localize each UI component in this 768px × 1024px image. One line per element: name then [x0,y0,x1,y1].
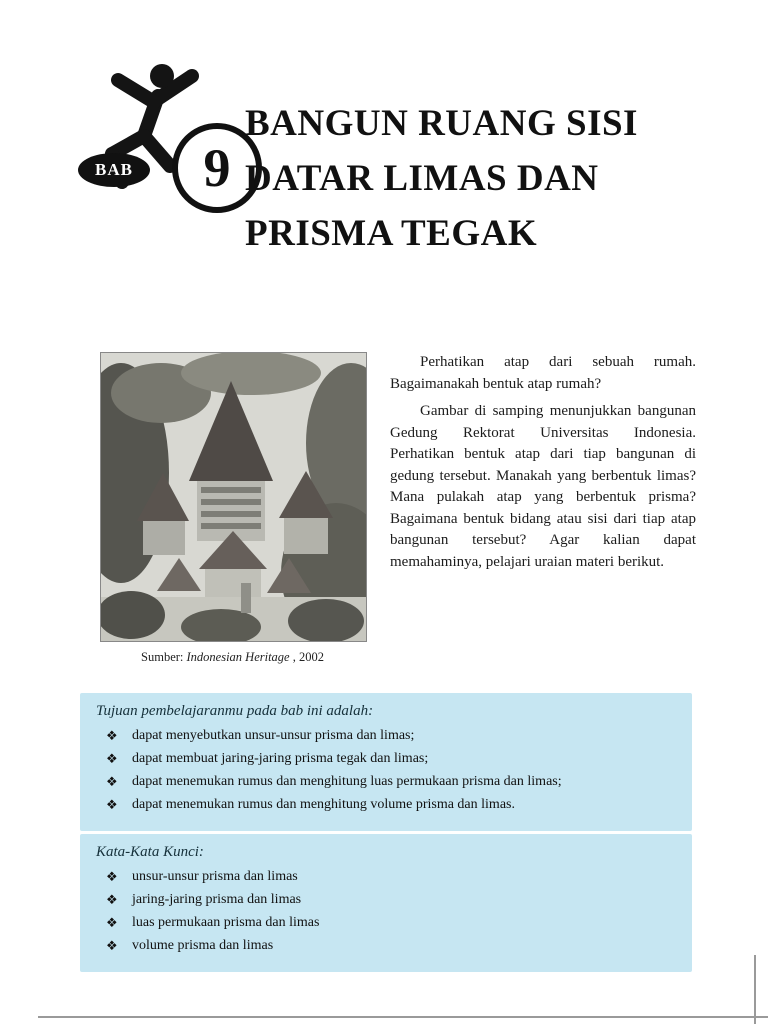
photo-caption [100,650,365,665]
page-edge-mark-horizontal [38,1016,768,1018]
caption-prefix: Sumber: [141,650,187,664]
list-item [106,750,676,767]
objective-item-text: dapat membuat jaring-jaring prisma tegak dan limas; [132,751,429,766]
chapter-badge [70,58,255,213]
intro-paragraph-2: Gambar di samping menunjukkan bangunan Gedung Rektorat Universitas Indonesia. Perhatikan bentuk atap dari tiap bangunan di gedung tersebut. Manakah yang berbentuk limas? Mana pulakah atap yang berbentuk prisma? Bagaimana bentuk bidang atau sisi dari tiap atap bangunan tersebut? Agar kalian dapat memahaminya, pelajari uraian materi berikut. [390,403,696,570]
intro-text [390,352,696,579]
list-item [106,937,676,954]
building-photo [100,352,367,642]
learning-objectives-box [80,693,692,831]
list-item [106,796,676,813]
intro-paragraph-1: Perhatikan atap dari sebuah rumah. Bagaimanakah bentuk atap rumah? [390,354,696,392]
page-edge-mark-vertical [754,955,756,1024]
objective-item-text: dapat menyebutkan unsur-unsur prisma dan limas; [132,728,415,743]
keyword-item-text: unsur-unsur prisma dan limas [132,869,298,884]
keywords-box [80,834,692,972]
diamond-bullet-icon: ❖ [106,751,118,766]
caption-suffix: , 2002 [289,650,324,664]
caption-source: Indonesian Heritage [186,650,290,664]
objective-item-text: dapat menemukan rumus dan menghitung luas permukaan prisma dan limas; [132,774,562,789]
page-title [245,96,725,261]
objective-item-text: dapat menemukan rumus dan menghitung volume prisma dan limas. [132,797,515,812]
title-line-1: BANGUN RUANG SISI [245,103,638,144]
bab-label-text: BAB [95,160,133,179]
diamond-bullet-icon: ❖ [106,938,118,953]
diamond-bullet-icon: ❖ [106,869,118,884]
title-line-3: PRISMA TEGAK [245,213,538,254]
list-item [106,727,676,744]
list-item [106,773,676,790]
objectives-heading: Tujuan pembelajaranmu pada bab ini adalah: [96,703,374,719]
diamond-bullet-icon: ❖ [106,728,118,743]
list-item [106,914,676,931]
figure-block [100,352,365,665]
diamond-bullet-icon: ❖ [106,915,118,930]
keyword-item-text: volume prisma dan limas [132,938,274,953]
keywords-heading: Kata-Kata Kunci: [96,844,204,860]
list-item [106,868,676,885]
diamond-bullet-icon: ❖ [106,774,118,789]
title-line-2: DATAR LIMAS DAN [245,158,599,199]
chapter-number-text: 9 [203,138,231,198]
keyword-item-text: luas permukaan prisma dan limas [132,915,320,930]
bab-label [78,153,150,187]
diamond-bullet-icon: ❖ [106,797,118,812]
keyword-item-text: jaring-jaring prisma dan limas [132,892,302,907]
list-item [106,891,676,908]
diamond-bullet-icon: ❖ [106,892,118,907]
